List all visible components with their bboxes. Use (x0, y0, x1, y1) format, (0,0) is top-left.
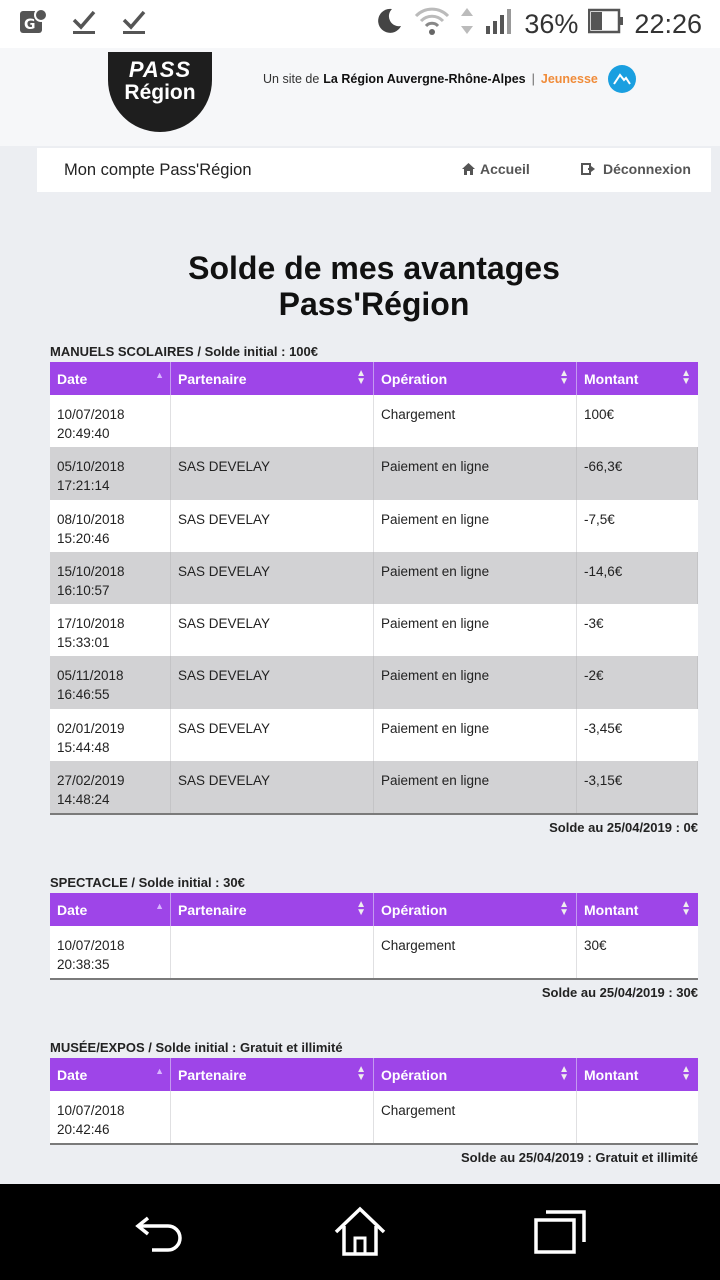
cell-date-time: 16:10:57 (57, 582, 110, 598)
download-done-icon (120, 8, 148, 41)
column-header-montant[interactable] (577, 893, 698, 926)
column-header-label: Partenaire (178, 371, 247, 387)
section-balance: Solde au 25/04/2019 : Gratuit et illimité (461, 1150, 698, 1166)
column-header-label: Opération (381, 371, 448, 387)
table-header (50, 893, 698, 926)
cell-operation: Chargement (374, 395, 577, 447)
sort-icon: ▲ ▼ (559, 1064, 569, 1083)
table-bottom-border (50, 813, 698, 815)
main-content (37, 192, 711, 1182)
cell-date (50, 926, 171, 978)
cell-partner (171, 395, 374, 447)
table-row (50, 709, 698, 761)
table-header (50, 362, 698, 395)
cell-date (50, 552, 171, 604)
cell-partner (171, 1091, 374, 1143)
cell-date (50, 395, 171, 447)
table-row (50, 500, 698, 552)
home-link-label: Accueil (480, 161, 530, 177)
cell-partner: SAS DEVELAY (171, 604, 374, 656)
tagline-jeunesse-link[interactable]: Jeunesse (540, 72, 598, 86)
cell-amount (577, 1091, 698, 1143)
cell-date (50, 761, 171, 813)
page-title (37, 250, 711, 322)
table-row (50, 656, 698, 708)
cell-amount: 30€ (584, 938, 607, 953)
sort-asc-icon: ▲ (155, 901, 164, 911)
cell-date-time: 15:20:46 (57, 530, 110, 546)
section-balance: Solde au 25/04/2019 : 30€ (541, 985, 698, 1001)
cell-date (50, 447, 171, 499)
table-bottom-border (50, 978, 698, 980)
column-header-operation[interactable] (374, 893, 577, 926)
cell-operation: Chargement (374, 1091, 577, 1143)
cell-date-day: 05/11/2018 (57, 668, 124, 684)
cell-operation: Paiement en ligne (374, 656, 577, 708)
cell-date-day: 05/10/2018 (57, 459, 125, 475)
table-header (50, 1058, 698, 1091)
cell-operation: Paiement en ligne (374, 500, 577, 552)
home-nav-icon (334, 1206, 386, 1258)
data-arrows-icon (460, 6, 474, 43)
back-icon (134, 1206, 186, 1256)
sort-icon: ▲ ▼ (559, 368, 569, 387)
cell-date-day: 27/02/2019 (57, 773, 125, 789)
sort-icon: ▲ ▼ (356, 368, 366, 387)
cell-amount: -2€ (577, 656, 698, 708)
cell-operation: Paiement en ligne (374, 761, 577, 813)
cell-date-day: 15/10/2018 (57, 563, 125, 579)
cell-date-day: 08/10/2018 (57, 511, 125, 527)
cell-date-time: 20:38:35 (57, 957, 110, 972)
column-header-operation[interactable] (374, 1058, 577, 1091)
page-title-line1: Solde de mes avantages (188, 250, 560, 286)
region-mountain-icon[interactable] (608, 65, 636, 93)
column-header-label: Date (57, 371, 88, 387)
cell-partner: SAS DEVELAY (171, 761, 374, 813)
column-header-label: Opération (381, 902, 448, 918)
recents-button[interactable] (534, 1206, 586, 1261)
home-icon (461, 162, 476, 176)
column-header-label: Date (57, 1067, 88, 1083)
table-row (50, 552, 698, 604)
cell-date-day: 10/07/2018 (57, 938, 125, 953)
cell-operation: Paiement en ligne (374, 447, 577, 499)
table-row (50, 1091, 698, 1143)
cell-partner: SAS DEVELAY (171, 552, 374, 604)
home-link[interactable] (461, 161, 530, 177)
column-header-label: Montant (584, 1067, 639, 1083)
signal-icon (484, 6, 514, 43)
column-header-label: Partenaire (178, 1067, 247, 1083)
cell-date-day: 02/01/2019 (57, 720, 125, 736)
column-header-label: Partenaire (178, 902, 247, 918)
column-header-operation[interactable] (374, 362, 577, 395)
table-row (50, 926, 698, 978)
tagline-separator: | (531, 72, 535, 86)
column-header-date[interactable] (50, 893, 171, 926)
sort-icon: ▲ ▼ (356, 899, 366, 918)
column-header-label: Montant (584, 902, 639, 918)
status-bar (0, 0, 720, 48)
account-title: Mon compte Pass'Région (64, 160, 252, 179)
tagline (263, 65, 636, 93)
column-header-partenaire[interactable] (171, 362, 374, 395)
back-button[interactable] (134, 1206, 186, 1261)
cell-partner: SAS DEVELAY (171, 709, 374, 761)
cell-date-day: 10/07/2018 (57, 1103, 125, 1118)
battery-icon (588, 6, 624, 43)
wifi-icon (414, 6, 450, 43)
column-header-montant[interactable] (577, 362, 698, 395)
column-header-label: Date (57, 902, 88, 918)
cell-amount: -3,15€ (577, 761, 698, 813)
cell-operation: Paiement en ligne (374, 552, 577, 604)
table-row (50, 604, 698, 656)
column-header-date[interactable] (50, 362, 171, 395)
column-header-date[interactable] (50, 1058, 171, 1091)
cell-date-time: 20:49:40 (57, 426, 110, 441)
recents-icon (534, 1206, 586, 1256)
sort-asc-icon: ▲ (155, 1066, 164, 1076)
cell-operation: Chargement (374, 926, 577, 978)
sort-icon: ▲ ▼ (681, 899, 691, 918)
cell-partner: SAS DEVELAY (171, 500, 374, 552)
cell-date (50, 1091, 171, 1143)
cell-date (50, 709, 171, 761)
column-header-label: Opération (381, 1067, 448, 1083)
cell-date (50, 500, 171, 552)
account-bar (37, 148, 711, 192)
sort-icon: ▲ ▼ (681, 368, 691, 387)
cell-partner: SAS DEVELAY (171, 656, 374, 708)
table-row (50, 761, 698, 813)
logout-link[interactable] (581, 161, 691, 177)
cell-date-time: 16:46:55 (57, 687, 110, 703)
cell-date-time: 17:21:14 (57, 478, 110, 494)
svg-text:G: G (24, 16, 36, 33)
logo-line1: PASS (128, 57, 192, 82)
tagline-region-link[interactable]: La Région Auvergne-Rhône-Alpes (323, 72, 526, 86)
cell-date-day: 10/07/2018 (57, 407, 125, 422)
battery-percent: 36% (524, 8, 579, 39)
table-row (50, 395, 698, 447)
logout-link-label: Déconnexion (603, 161, 691, 177)
balance-section (50, 344, 698, 835)
section-label: SPECTACLE / Solde initial : 30€ (50, 875, 245, 890)
balance-section (50, 1040, 698, 1165)
cell-amount: 100€ (584, 407, 615, 422)
cell-amount: -66,3€ (577, 447, 698, 499)
android-nav-bar (0, 1184, 720, 1280)
cell-partner: SAS DEVELAY (171, 447, 374, 499)
cell-amount: -7,5€ (584, 511, 615, 527)
section-balance: Solde au 25/04/2019 : 0€ (549, 820, 698, 836)
column-header-partenaire[interactable] (171, 1058, 374, 1091)
column-header-label: Montant (584, 371, 639, 387)
table-bottom-border (50, 1143, 698, 1145)
sort-icon: ▲ ▼ (559, 899, 569, 918)
download-done-icon (70, 8, 98, 41)
section-label: MUSÉE/EXPOS / Solde initial : Gratuit et illimité (50, 1040, 343, 1055)
logo-line2: Région (124, 81, 196, 104)
cell-date (50, 604, 171, 656)
cell-operation: Paiement en ligne (374, 604, 577, 656)
clock-time: 22:26 (634, 8, 702, 39)
cell-operation: Paiement en ligne (374, 709, 577, 761)
sort-icon: ▲ ▼ (356, 1064, 366, 1083)
sort-asc-icon: ▲ (155, 370, 164, 380)
cell-date-day: 17/10/2018 (57, 616, 125, 632)
cell-date-time: 20:42:46 (57, 1122, 110, 1137)
moon-icon (374, 6, 404, 43)
page-title-line2: Pass'Région (278, 286, 470, 322)
sort-icon: ▲ ▼ (681, 1064, 691, 1083)
cell-date-time: 15:33:01 (57, 635, 110, 651)
logout-icon (581, 162, 599, 176)
cell-partner (171, 926, 374, 978)
pass-region-logo[interactable] (108, 52, 212, 132)
column-header-partenaire[interactable] (171, 893, 374, 926)
table-row (50, 447, 698, 499)
cell-amount: -14,6€ (577, 552, 698, 604)
site-header (0, 48, 720, 146)
cell-date-time: 14:48:24 (57, 792, 110, 808)
column-header-montant[interactable] (577, 1058, 698, 1091)
section-label: MANUELS SCOLAIRES / Solde initial : 100€ (50, 344, 318, 359)
cell-date (50, 656, 171, 708)
cell-amount: -3,45€ (584, 720, 623, 736)
cell-amount: -3€ (584, 616, 604, 632)
cell-date-time: 15:44:48 (57, 739, 110, 755)
home-nav-button[interactable] (334, 1206, 386, 1263)
maps-notification-icon (18, 7, 48, 42)
tagline-prefix: Un site de (263, 72, 320, 86)
balance-section (50, 875, 698, 1000)
